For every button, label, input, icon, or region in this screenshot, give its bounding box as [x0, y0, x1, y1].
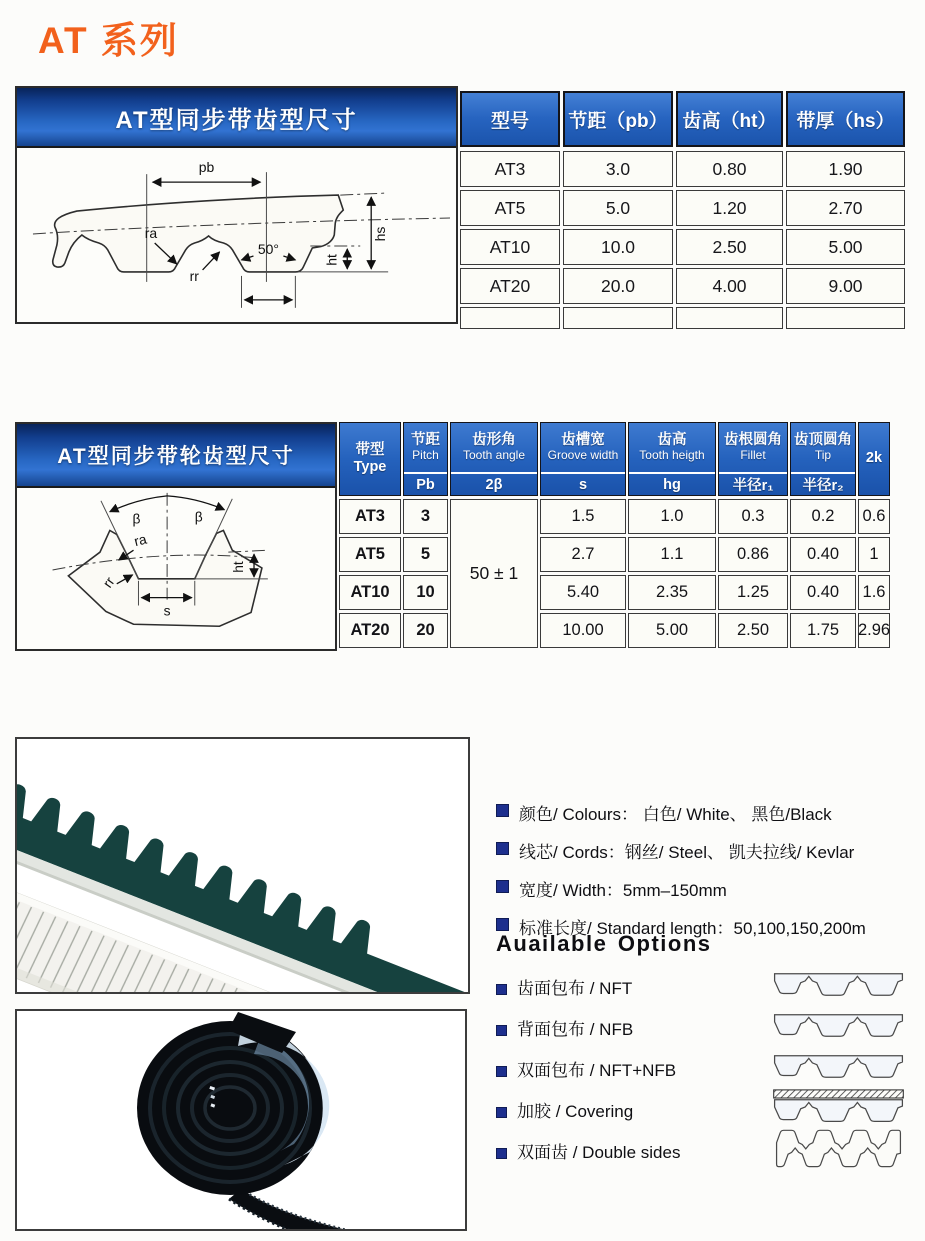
spec-list [496, 800, 921, 952]
belt-table-header-pitch: 节距（pb） [563, 91, 673, 147]
cell-model: AT5 [460, 190, 560, 226]
cell-2k: 1.6 [858, 575, 890, 610]
cell-tooth-height: 4.00 [676, 268, 783, 304]
cell-hg: 1.1 [628, 537, 716, 572]
bullet-square-icon [496, 880, 509, 893]
cell-pb: 3 [403, 499, 448, 534]
belt-roll-image [17, 1011, 467, 1231]
bullet-square-icon [496, 804, 509, 817]
table-row-empty [460, 307, 908, 329]
label-beta-left: β [132, 510, 141, 527]
belt-table-section [15, 86, 908, 324]
spec-text: 标准长度/ Standard length：50,100,150,200m [519, 919, 866, 938]
cell-tip: 1.75 [790, 613, 856, 648]
label-ht: ht [323, 254, 340, 266]
belt-profile-outline [53, 195, 344, 272]
cell-2k: 1 [858, 537, 890, 572]
cell-2k: 0.6 [858, 499, 890, 534]
cell-tip: 0.40 [790, 575, 856, 610]
label-rr: rr [189, 267, 199, 284]
spec-text: 颜色/ Colours： 白色/ White、 黑色/Black [519, 805, 832, 824]
option-label: 背面包布 / NFB [517, 1020, 634, 1039]
table-row [460, 229, 908, 265]
bullet-square-icon [496, 1148, 507, 1159]
table-row [460, 190, 908, 226]
list-item [496, 1048, 906, 1089]
cell-pb: 5 [403, 537, 448, 572]
cell-tip: 0.40 [790, 537, 856, 572]
belt-tooth-profile-diagram [17, 148, 456, 320]
label-angle: 50° [257, 240, 279, 257]
label-ra: ra [144, 224, 158, 241]
label-pb: pb [198, 159, 215, 176]
belt-table [460, 86, 908, 324]
pulley-header-fillet: 齿根圆角 Fillet 半径r₁ [718, 422, 788, 496]
belt-photo-image [17, 739, 470, 994]
pulley-header-groove-width: 齿槽宽 Groove width s [540, 422, 626, 496]
belt-table-header-row [460, 91, 908, 147]
cell-model: AT3 [460, 151, 560, 187]
table-row [460, 268, 908, 304]
cell-fillet: 0.3 [718, 499, 788, 534]
table-row [339, 613, 894, 648]
bullet-square-icon [496, 1066, 507, 1077]
pulley-table [339, 422, 894, 651]
belt-profile-double-icon [766, 1125, 906, 1176]
belt-profile-icon [766, 1051, 906, 1087]
cell-hg: 2.35 [628, 575, 716, 610]
cell-fillet: 1.25 [718, 575, 788, 610]
options-list [496, 966, 906, 1171]
cell-type: AT10 [339, 575, 401, 610]
bullet-square-icon [496, 918, 509, 931]
cell-pitch: 3.0 [563, 151, 673, 187]
pulley-header-tip: 齿顶圆角 Tip 半径r₂ [790, 422, 856, 496]
cell-type: AT20 [339, 613, 401, 648]
cell-pb: 10 [403, 575, 448, 610]
pulley-header-type: 带型 Type [339, 422, 401, 496]
cell-pitch: 20.0 [563, 268, 673, 304]
cell-fillet: 0.86 [718, 537, 788, 572]
page-title: AT 系列 [38, 20, 179, 61]
list-item [496, 1007, 906, 1048]
option-label: 加胶 / Covering [517, 1102, 634, 1121]
cell-thickness: 2.70 [786, 190, 905, 226]
table-row [460, 151, 908, 187]
label-rr: rr [99, 573, 118, 591]
cell-thickness: 9.00 [786, 268, 905, 304]
cell-s: 10.00 [540, 613, 626, 648]
pulley-table-header-row [339, 422, 894, 496]
label-s: s [163, 602, 171, 619]
bullet-square-icon [496, 842, 509, 855]
cell-model: AT20 [460, 268, 560, 304]
cell-hg: 1.0 [628, 499, 716, 534]
cell-thickness: 5.00 [786, 229, 905, 265]
label-ra: ra [132, 530, 149, 550]
option-label: 双面齿 / Double sides [517, 1143, 681, 1162]
cell-s: 5.40 [540, 575, 626, 610]
belt-profile-icon [766, 1010, 906, 1046]
belt-roll-photo [15, 1009, 467, 1231]
cell-model: AT10 [460, 229, 560, 265]
pulley-table-title: AT型同步带轮齿型尺寸 [17, 424, 335, 488]
belt-table-title: AT型同步带齿型尺寸 [17, 88, 456, 148]
cell-type: AT5 [339, 537, 401, 572]
cell-s: 2.7 [540, 537, 626, 572]
label-beta-right: β [194, 508, 203, 525]
cell-tooth-height: 0.80 [676, 151, 783, 187]
belt-diagram-panel [15, 86, 458, 324]
option-label: 齿面包布 / NFT [517, 979, 633, 998]
bullet-square-icon [496, 1025, 507, 1036]
cell-s: 1.5 [540, 499, 626, 534]
list-item [496, 966, 906, 1007]
pulley-tooth-profile-diagram [17, 488, 335, 645]
pulley-header-2k: 2k [858, 422, 890, 496]
cell-tooth-height: 1.20 [676, 190, 783, 226]
spec-text: 宽度/ Width：5mm–150mm [519, 881, 727, 900]
pulley-diagram-panel [15, 422, 337, 651]
label-hs: hs [372, 226, 389, 242]
spec-text: 线芯/ Cords：钢丝/ Steel、 凯夫拉线/ Kevlar [519, 843, 855, 862]
table-row [339, 575, 894, 610]
bullet-square-icon [496, 1107, 507, 1118]
list-item [496, 1089, 906, 1130]
list-item [496, 1130, 906, 1171]
table-row [339, 499, 894, 534]
pulley-table-section [15, 422, 894, 651]
cell-tip: 0.2 [790, 499, 856, 534]
pulley-header-pitch: 节距 Pitch Pb [403, 422, 448, 496]
label-ht: ht [230, 561, 247, 573]
bullet-square-icon [496, 984, 507, 995]
cell-tooth-height: 2.50 [676, 229, 783, 265]
cell-tooth-angle-span: 50 ± 1 [450, 499, 538, 648]
list-item [496, 876, 921, 901]
option-label: 双面包布 / NFT+NFB [517, 1061, 677, 1080]
cell-fillet: 2.50 [718, 613, 788, 648]
belt-table-header-tooth-height: 齿高（ht） [676, 91, 783, 147]
cell-2k: 2.96 [858, 613, 890, 648]
cell-type: AT3 [339, 499, 401, 534]
belt-photo [15, 737, 470, 994]
cell-thickness: 1.90 [786, 151, 905, 187]
belt-table-header-model: 型号 [460, 91, 560, 147]
pulley-header-tooth-height: 齿高 Tooth heigth hg [628, 422, 716, 496]
list-item [496, 838, 921, 863]
table-row [339, 537, 894, 572]
belt-profile-icon [766, 969, 906, 1005]
pulley-table-body [339, 499, 894, 648]
cell-pb: 20 [403, 613, 448, 648]
options-heading: Auailable Options [496, 931, 712, 956]
cell-hg: 5.00 [628, 613, 716, 648]
pulley-header-tooth-angle: 齿形角 Tooth angle 2β [450, 422, 538, 496]
cell-pitch: 5.0 [563, 190, 673, 226]
list-item [496, 800, 921, 825]
belt-table-header-thickness: 带厚（hs） [786, 91, 905, 147]
cell-pitch: 10.0 [563, 229, 673, 265]
